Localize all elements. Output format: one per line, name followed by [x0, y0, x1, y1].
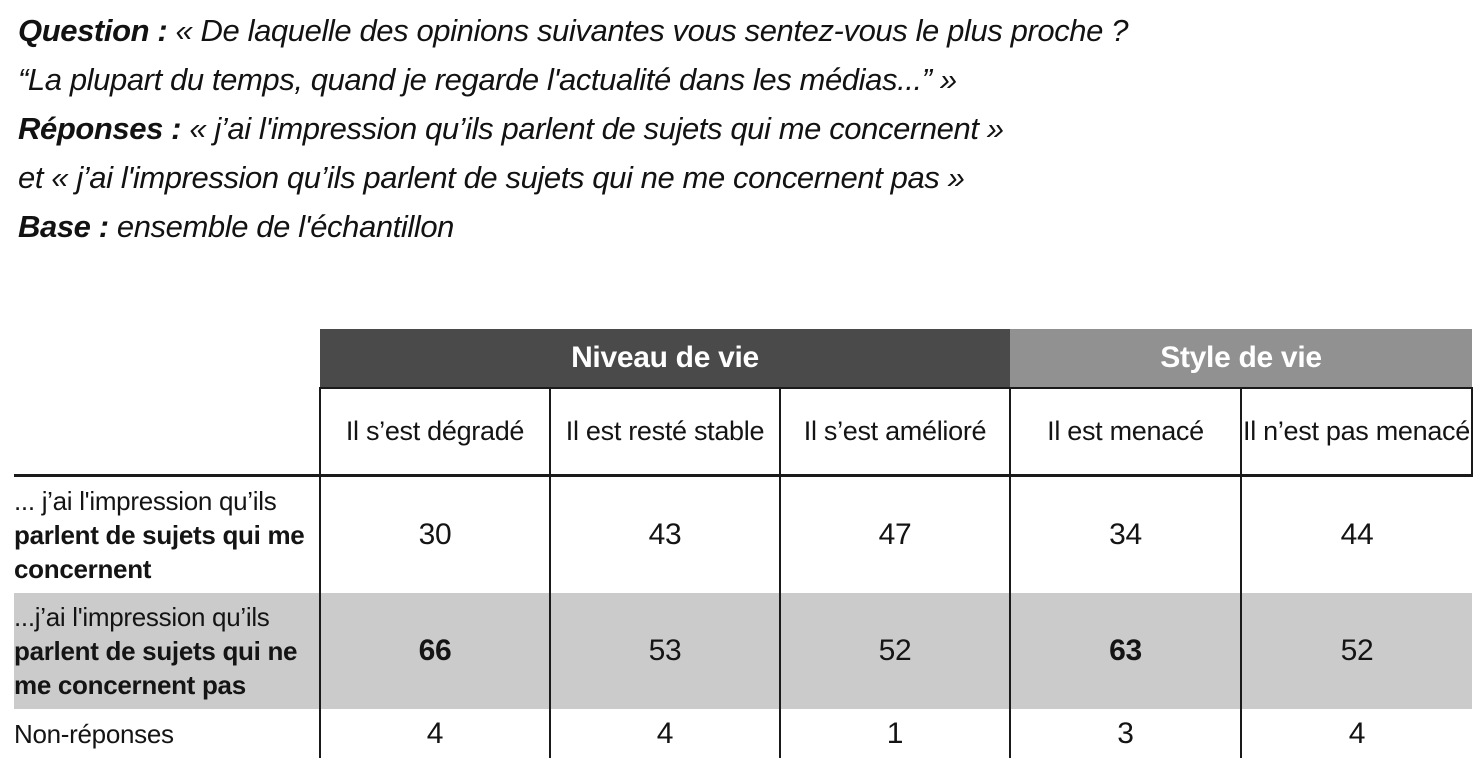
column-header-row — [14, 388, 1472, 475]
intro-text — [18, 6, 1458, 251]
row-label-concernent: ... j’ai l'impression qu’ils parlent de sujets qui me concernent — [14, 475, 320, 593]
cell-non-reponses-ameliore: 1 — [780, 709, 1010, 758]
column-header-stable: Il est resté stable — [550, 388, 780, 475]
row-label-non-reponses: Non-réponses — [14, 709, 320, 758]
row-label-ne-concernent-pas: ...j’ai l'impression qu’ils parlent de sujets qui ne me concernent pas — [14, 593, 320, 709]
column-header-ameliore: Il s’est amélioré — [780, 388, 1010, 475]
intro-line-reponses-2 — [18, 153, 1458, 202]
cell-non-reponses-menace: 3 — [1010, 709, 1241, 758]
intro-line-reponses — [18, 104, 1458, 153]
reponses-text: « j’ai l'impression qu’ils parlent de sujets qui me concernent » — [181, 111, 1004, 146]
cell-non-reponses-pas-menace: 4 — [1241, 709, 1472, 758]
results-table — [14, 329, 1473, 758]
base-label: Base : — [18, 209, 109, 244]
cell-ne-concernent-pas-degrade: 66 — [320, 593, 550, 709]
cell-concernent-degrade: 30 — [320, 475, 550, 593]
cell-ne-concernent-pas-pas-menace: 52 — [1241, 593, 1472, 709]
intro-line-quote — [18, 55, 1458, 104]
cell-non-reponses-stable: 4 — [550, 709, 780, 758]
corner-cell — [14, 388, 320, 475]
base-text: ensemble de l'échantillon — [108, 209, 455, 244]
table-row-ne-concernent-pas — [14, 593, 1472, 709]
cell-ne-concernent-pas-ameliore: 52 — [780, 593, 1010, 709]
cell-ne-concernent-pas-menace: 63 — [1010, 593, 1241, 709]
corner-cell — [14, 329, 320, 388]
quote-text: “La plupart du temps, quand je regarde l'actualité dans les médias...” » — [18, 62, 957, 97]
question-label: Question : — [18, 13, 168, 48]
cell-concernent-ameliore: 47 — [780, 475, 1010, 593]
column-group-style-de-vie: Style de vie — [1010, 329, 1472, 388]
column-group-row — [14, 329, 1472, 388]
cell-concernent-stable: 43 — [550, 475, 780, 593]
column-header-menace: Il est menacé — [1010, 388, 1241, 475]
cell-concernent-pas-menace: 44 — [1241, 475, 1472, 593]
column-group-niveau-de-vie: Niveau de vie — [320, 329, 1010, 388]
reponses-text-2: et « j’ai l'impression qu’ils parlent de sujets qui ne me concernent pas » — [18, 160, 965, 195]
table-row-non-reponses — [14, 709, 1472, 758]
column-header-degrade: Il s’est dégradé — [320, 388, 550, 475]
reponses-label: Réponses : — [18, 111, 182, 146]
cell-non-reponses-degrade: 4 — [320, 709, 550, 758]
table-row-concernent — [14, 475, 1472, 593]
intro-line-base — [18, 202, 1458, 251]
intro-line-question — [18, 6, 1458, 55]
column-header-pas-menace: Il n’est pas menacé — [1241, 388, 1472, 475]
question-text: « De laquelle des opinions suivantes vous sentez-vous le plus proche ? — [167, 13, 1129, 48]
cell-concernent-menace: 34 — [1010, 475, 1241, 593]
cell-ne-concernent-pas-stable: 53 — [550, 593, 780, 709]
